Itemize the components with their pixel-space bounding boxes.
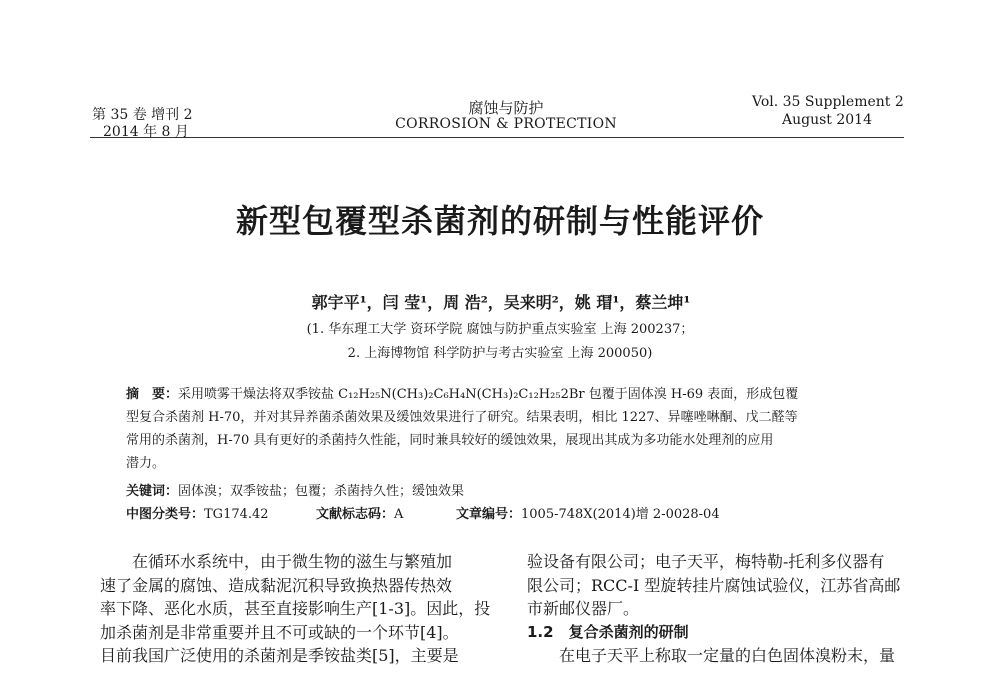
body-line: 目前我国广泛使用的杀菌剂是季铵盐类[5]，主要是 bbox=[100, 646, 459, 665]
article-number-value: 1005-748X(2014)增 2-0028-04 bbox=[521, 507, 720, 522]
affiliation-1: (1. 华东理工大学 资环学院 腐蚀与防护重点实验室 上海 200237； bbox=[306, 322, 694, 337]
header-volume-english: Vol. 35 Supplement 2 bbox=[752, 94, 904, 110]
abstract-line bbox=[126, 383, 906, 406]
body-line: 率下降、恶化水质，甚至直接影响生产[1-3]。因此，投 bbox=[100, 599, 491, 618]
body-line: 验设备有限公司；电子天平，梅特勒-托利多仪器有 bbox=[527, 552, 885, 571]
body-column-right bbox=[527, 550, 927, 668]
body-column-left bbox=[100, 550, 504, 668]
body-line: 速了金属的腐蚀、造成黏泥沉积导致换热器传热效 bbox=[100, 575, 453, 595]
keywords-label: 关键词： bbox=[126, 484, 179, 499]
abstract-label: 摘 要： bbox=[126, 387, 179, 402]
body-line: 加杀菌剂是非常重要并且不可或缺的一个环节[4]。 bbox=[100, 622, 459, 642]
classification-line bbox=[126, 503, 720, 522]
abstract-text: 采用喷雾干燥法将双季铵盐 C₁₂H₂₅N(CH₃)₂C₆H₄N(CH₃)₂C₁₂H₂₅2Br 包覆于固体溴 H-69 表面，形成包覆 bbox=[178, 387, 799, 402]
paper-title: 新型包覆型杀菌剂的研制与性能评价 bbox=[235, 202, 764, 240]
header-volume: 第 35 卷 增刊 2 bbox=[92, 107, 193, 123]
body-line: 市新邮仪器厂。 bbox=[527, 599, 640, 618]
doc-code-label: 文献标志码： bbox=[316, 507, 395, 522]
header-date: 2014 年 8 月 bbox=[103, 124, 189, 140]
doc-code-value: A bbox=[394, 507, 404, 522]
affiliation-2: 2. 上海博物馆 科学防护与考古实验室 上海 200050) bbox=[347, 346, 653, 361]
author-list: 郭宇平¹，闫 莹¹，周 浩²，吴来明²，姚 瑁¹，蔡兰坤¹ bbox=[311, 293, 691, 312]
abstract-line: 潜力。 bbox=[126, 456, 166, 471]
journal-name: 腐蚀与防护 bbox=[468, 99, 544, 117]
header-rule bbox=[90, 137, 904, 138]
journal-name-english: CORROSION & PROTECTION bbox=[395, 116, 617, 132]
abstract bbox=[126, 383, 906, 475]
abstract-line: 型复合杀菌剂 H-70，并对其异养菌杀菌效果及缓蚀效果进行了研究。结果表明，相比 1227、异噻唑啉酮、戊二醛等 bbox=[126, 410, 798, 425]
abstract-line: 常用的杀菌剂，H-70 具有更好的杀菌持久性能，同时兼具较好的缓蚀效果，展现出其成为多功能水处理剂的应用 bbox=[126, 433, 774, 448]
keywords bbox=[126, 480, 464, 499]
header-date-english: August 2014 bbox=[782, 112, 872, 128]
clc-label: 中图分类号： bbox=[126, 507, 205, 522]
body-line: 在电子天平上称取一定量的白色固体溴粉末，量 bbox=[527, 646, 896, 665]
body-line: 限公司；RCC-I 型旋转挂片腐蚀试验仪，江苏省高邮 bbox=[527, 575, 901, 595]
section-heading: 1.2 复合杀菌剂的研制 bbox=[527, 622, 689, 641]
body-line: 在循环水系统中，由于微生物的滋生与繁殖加 bbox=[100, 552, 453, 571]
keywords-text: 固体溴；双季铵盐；包覆；杀菌持久性；缓蚀效果 bbox=[178, 484, 465, 499]
article-number-label: 文章编号： bbox=[456, 507, 522, 522]
clc-value: TG174.42 bbox=[204, 507, 269, 522]
